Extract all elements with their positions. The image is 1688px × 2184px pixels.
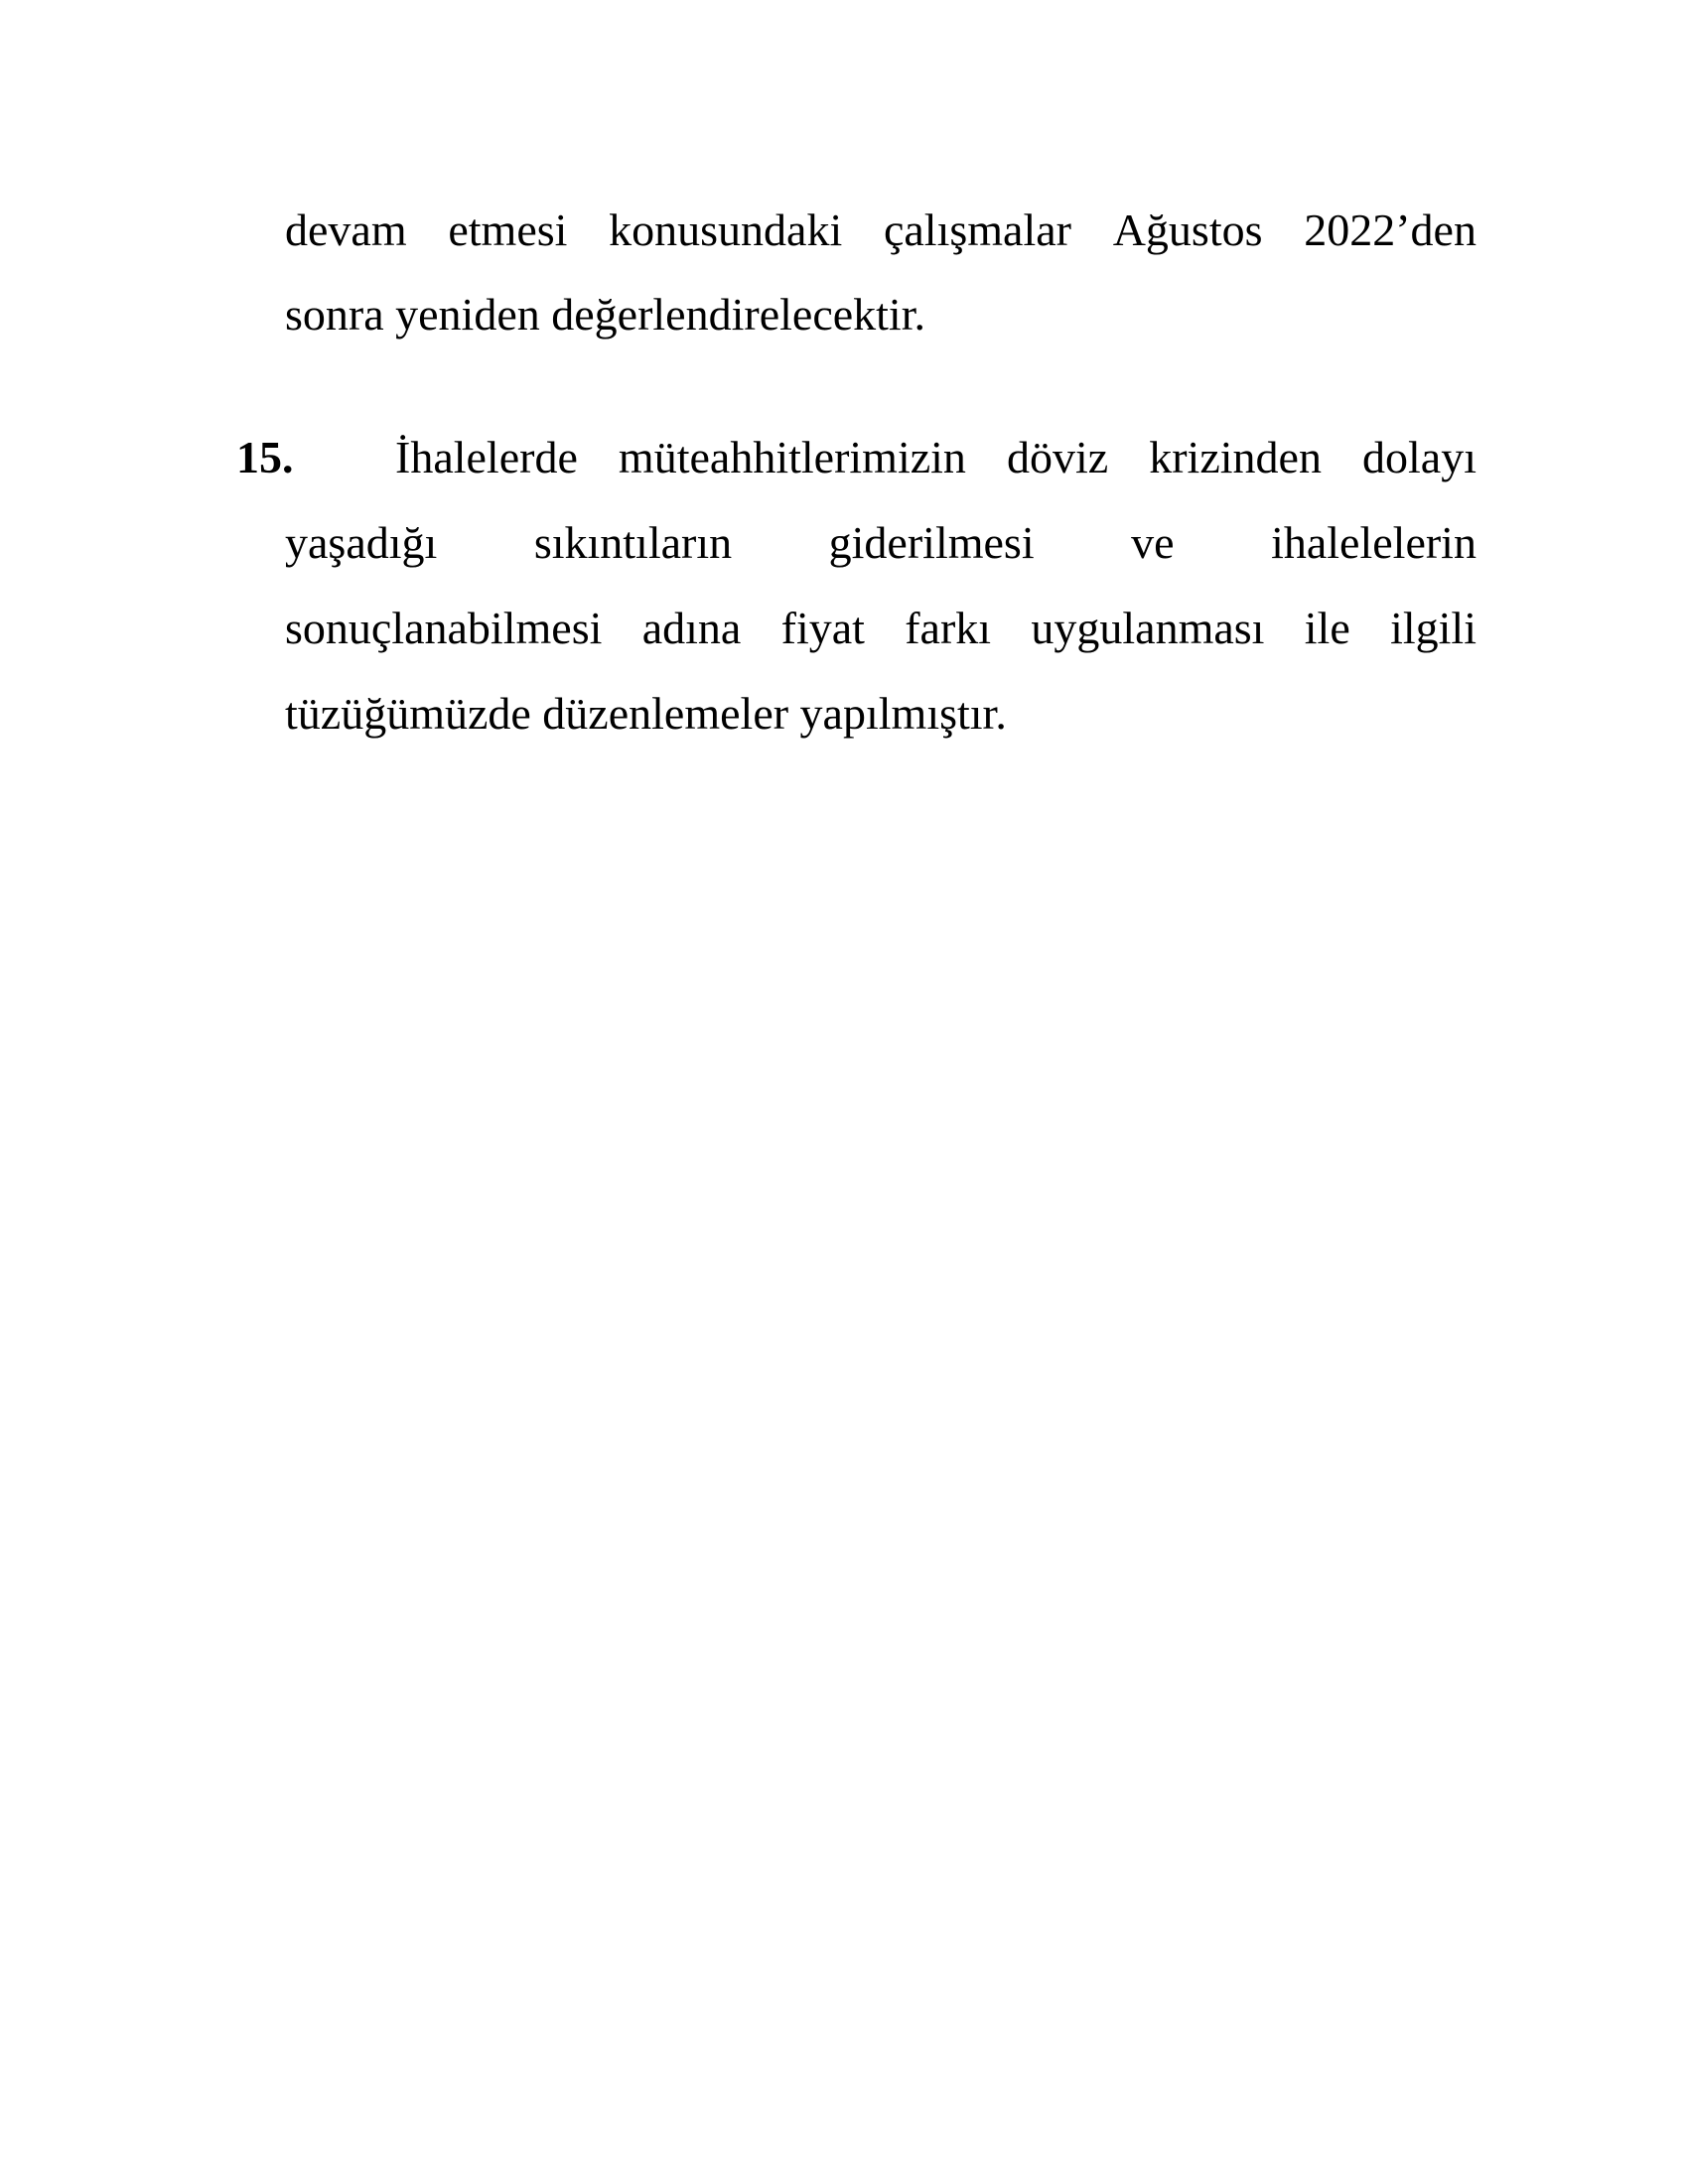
word: ilgili	[1390, 603, 1477, 653]
word: fiyat	[780, 603, 865, 653]
item-15-line-1	[395, 430, 1477, 485]
word: konusundaki	[609, 205, 843, 255]
item-15-line-3	[285, 601, 1477, 656]
word: uygulanması	[1031, 603, 1265, 653]
word: devam	[285, 205, 407, 255]
word: adına	[641, 603, 742, 653]
item-number: 15.	[236, 432, 294, 482]
word: İhalelerde	[395, 432, 578, 482]
item-15-line-2	[285, 515, 1477, 571]
item-15-line-4: tüzüğümüzde düzenlemeler yapılmıştır.	[285, 688, 1007, 739]
word: giderilmesi	[828, 517, 1035, 568]
word: dolayı	[1362, 432, 1477, 482]
word: yaşadığı	[285, 517, 438, 568]
paragraph-continuation-line-2: sonra yeniden değerlendirelecektir.	[285, 289, 925, 340]
word: etmesi	[448, 205, 568, 255]
word: çalışmalar	[883, 205, 1071, 255]
word: farkı	[905, 603, 992, 653]
word: 2022’den	[1304, 205, 1477, 255]
word: sıkıntıların	[533, 517, 733, 568]
word: döviz	[1006, 432, 1109, 482]
paragraph-continuation-line-1	[285, 203, 1477, 258]
word: müteahhitlerimizin	[618, 432, 966, 482]
word: sonuçlanabilmesi	[285, 603, 603, 653]
word: Ağustos	[1112, 205, 1263, 255]
word: ile	[1304, 603, 1350, 653]
word: ihalelelerin	[1271, 517, 1477, 568]
word: ve	[1131, 517, 1175, 568]
word: krizinden	[1149, 432, 1322, 482]
